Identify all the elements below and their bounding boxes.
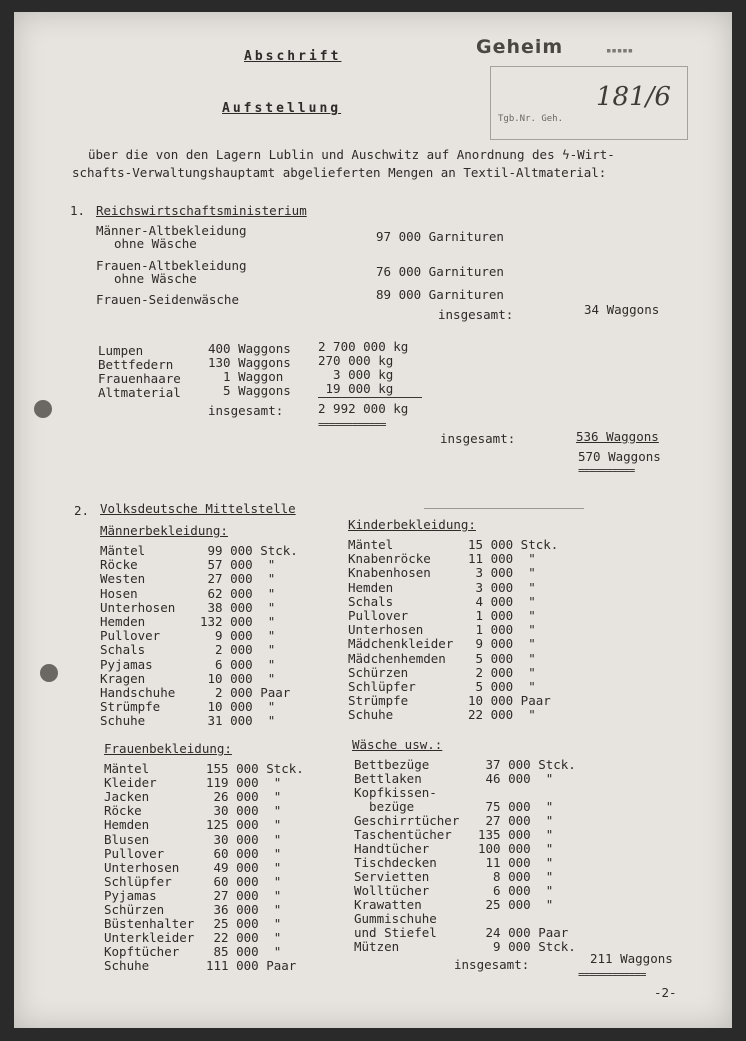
item-value: 97 000 Garnituren xyxy=(376,229,504,244)
item-value: 11 000 " xyxy=(468,551,536,567)
section-1-title: Reichswirtschaftsministerium xyxy=(96,203,307,218)
item-name: Mäntel xyxy=(348,537,394,552)
item-name: Westen xyxy=(100,571,146,587)
item-name: Bettbezüge xyxy=(354,757,430,772)
item-name: Büstenhalter xyxy=(104,916,195,932)
intro-line-1: über die von den Lagern Lublin und Auschwitz auf Anordnung des ϟ-Wirt- xyxy=(88,147,615,162)
item-label: Männer-Altbekleidung xyxy=(96,223,247,238)
item-value: 57 000 " xyxy=(200,557,276,573)
item-name: Tischdecken xyxy=(354,855,437,870)
item-name: Wolltücher xyxy=(354,883,430,898)
item-value: 76 000 Garnituren xyxy=(376,264,504,279)
item-name: Schuhe xyxy=(348,707,394,723)
item-name: Mädchenhemden xyxy=(348,650,446,666)
item-name: Strümpfe xyxy=(348,693,409,709)
stamp-tgb-label: Tgb.Nr. Geh. xyxy=(498,114,564,124)
material-waggons: 130 Waggons xyxy=(208,355,291,370)
item-name: Taschentücher xyxy=(354,827,452,842)
item-value: 15 000 Stck. xyxy=(468,537,559,552)
item-name: Schlüpfer xyxy=(348,679,416,694)
item-name: Kopftücher xyxy=(104,944,180,960)
item-name: Schürzen xyxy=(348,664,409,680)
item-value: 2 000 " xyxy=(200,642,276,658)
item-value: 155 000 Stck. xyxy=(206,761,304,776)
item-value: 111 000 Paar xyxy=(206,958,297,974)
item-value: 10 000 Paar xyxy=(468,693,551,709)
item-value: 60 000 " xyxy=(206,873,282,889)
double-rule: ============ xyxy=(578,968,646,981)
item-name: Schals xyxy=(100,642,146,658)
document-subheading: Aufstellung xyxy=(222,101,342,116)
item-name: Hosen xyxy=(100,585,138,601)
men-heading: Männerbekleidung: xyxy=(100,523,228,538)
material-kg: 19 000 kg xyxy=(318,381,394,396)
intro-line-2: schafts-Verwaltungshauptamt abgelieferten Mengen an Textil-Altmaterial: xyxy=(72,165,607,180)
item-value: 26 000 " xyxy=(206,789,282,805)
item-name: Geschirrtücher xyxy=(354,813,460,828)
item-name: Knabenröcke xyxy=(348,551,431,567)
section-2-number: 2. xyxy=(74,503,90,518)
item-value: 135 000 " xyxy=(478,827,554,842)
item-name: Kleider xyxy=(104,775,157,791)
item-name: Schals xyxy=(348,593,394,609)
item-label: ohne Wäsche xyxy=(114,236,197,251)
item-value: 2 000 Paar xyxy=(200,685,291,700)
item-name: Unterhosen xyxy=(104,859,180,875)
punch-hole xyxy=(34,400,52,418)
item-value: 6 000 " xyxy=(200,656,276,672)
item-name: bezüge xyxy=(354,799,415,814)
item-name: Jacken xyxy=(104,789,150,805)
item-name: Hemden xyxy=(104,817,150,833)
item-name: Handschuhe xyxy=(100,685,176,700)
item-value: 1 000 " xyxy=(468,622,536,638)
sum-rule xyxy=(318,397,422,398)
material-waggons: 1 Waggon xyxy=(208,369,284,384)
punch-hole xyxy=(40,664,58,682)
item-value: 27 000 " xyxy=(478,813,554,828)
item-name: Servietten xyxy=(354,869,430,884)
item-value: 27 000 " xyxy=(200,571,276,587)
item-value: 24 000 Paar xyxy=(478,925,569,940)
item-name: Schürzen xyxy=(104,902,165,917)
item-value: 119 000 " xyxy=(206,775,282,791)
item-value: 99 000 Stck. xyxy=(200,543,298,558)
item-value: 2 000 " xyxy=(468,664,536,680)
women-heading: Frauenbekleidung: xyxy=(104,741,232,756)
item-name: Pyjamas xyxy=(100,656,153,672)
item-label: Frauen-Altbekleidung xyxy=(96,258,247,273)
item-value: 31 000 " xyxy=(200,713,276,729)
stamp-handwritten-number: 181/6 xyxy=(596,82,671,112)
item-value: 4 000 " xyxy=(468,593,536,609)
item-name: Handtücher xyxy=(354,841,430,856)
faint-rule xyxy=(424,508,584,509)
stamp-geheim: Geheim xyxy=(476,36,564,58)
children-heading: Kinderbekleidung: xyxy=(348,517,476,532)
item-name: Unterhosen xyxy=(348,622,424,638)
item-value: 132 000 " xyxy=(200,614,276,629)
item-value: 62 000 " xyxy=(200,585,276,601)
item-name: Strümpfe xyxy=(100,699,161,715)
material-row: Frauenhaare xyxy=(98,371,181,386)
item-value: 3 000 " xyxy=(468,565,536,581)
item-value: 27 000 " xyxy=(206,887,282,903)
page-number: -2- xyxy=(654,985,677,1000)
item-value: 60 000 " xyxy=(206,845,282,861)
kg-total-label: insgesamt: xyxy=(208,403,284,418)
item-value: 5 000 " xyxy=(468,650,536,666)
item-label: Frauen-Seidenwäsche xyxy=(96,292,239,307)
item-value: 36 000 " xyxy=(206,902,282,917)
item-name: Kopfkissen- xyxy=(354,785,437,800)
item-value: 6 000 " xyxy=(478,883,554,898)
item-name: Schuhe xyxy=(100,713,146,729)
item-name: Bettlaken xyxy=(354,771,422,786)
item-value: 75 000 " xyxy=(478,799,554,814)
material-row: Lumpen xyxy=(98,343,144,358)
double-rule: ============ xyxy=(318,418,386,431)
item-value: 125 000 " xyxy=(206,817,282,833)
item-name: und Stiefel xyxy=(354,925,437,940)
overall-total-value: 570 Waggons xyxy=(578,449,661,464)
item-name: Röcke xyxy=(104,803,142,819)
material-waggons: 400 Waggons xyxy=(208,341,291,356)
item-name: Pullover xyxy=(100,628,161,644)
item-value: 22 000 " xyxy=(468,707,536,723)
item-value: 22 000 " xyxy=(206,930,282,946)
kg-total-value: 2 992 000 kg xyxy=(318,401,409,416)
item-name: Mäntel xyxy=(104,761,150,776)
item-name: Krawatten xyxy=(354,897,422,912)
document-page xyxy=(14,12,732,1028)
material-waggons: 5 Waggons xyxy=(208,383,291,398)
stamp-top-text: ▪▪▪▪▪ xyxy=(606,46,634,56)
item-value: 11 000 " xyxy=(478,855,554,870)
section-2-total-value: 211 Waggons xyxy=(590,951,673,966)
item-name: Pullover xyxy=(348,608,409,623)
item-name: Pullover xyxy=(104,845,165,861)
item-value: 9 000 Stck. xyxy=(478,939,576,954)
item-value: 10 000 " xyxy=(200,670,276,686)
item-value: 46 000 " xyxy=(478,771,554,786)
item-value: 25 000 " xyxy=(478,897,554,912)
item-value: 49 000 " xyxy=(206,859,282,875)
item-name: Röcke xyxy=(100,557,138,573)
item-value: 30 000 " xyxy=(206,831,282,847)
item-name: Unterhosen xyxy=(100,599,176,615)
item-value: 85 000 " xyxy=(206,944,282,960)
item-name: Gummischuhe xyxy=(354,911,437,926)
section-2-title: Volksdeutsche Mittelstelle xyxy=(100,501,296,516)
material-kg: 3 000 kg xyxy=(318,367,394,382)
item-value: 38 000 " xyxy=(200,599,276,615)
material-kg: 2 700 000 kg xyxy=(318,339,409,354)
material-kg: 270 000 kg xyxy=(318,353,394,368)
item-value: 89 000 Garnituren xyxy=(376,287,504,302)
section-1-total-label: insgesamt: xyxy=(440,431,516,446)
item-value: 3 000 " xyxy=(468,579,536,595)
item-name: Pyjamas xyxy=(104,887,157,903)
item-name: Mützen xyxy=(354,939,400,954)
item-value: 37 000 Stck. xyxy=(478,757,576,772)
item-value: 25 000 " xyxy=(206,916,282,932)
item-name: Hemden xyxy=(100,614,146,629)
item-name: Mädchenkleider xyxy=(348,636,454,652)
item-name: Knabenhosen xyxy=(348,565,431,581)
item-name: Schuhe xyxy=(104,958,150,974)
item-value: 5 000 " xyxy=(468,679,536,694)
double-rule: ========== xyxy=(578,464,635,477)
item-value: 10 000 " xyxy=(200,699,276,715)
item-name: Schlüpfer xyxy=(104,873,172,889)
item-value: 9 000 " xyxy=(468,636,536,652)
section-1-total-value: 536 Waggons xyxy=(576,429,659,444)
item-name: Kragen xyxy=(100,670,146,686)
subtotal-label: insgesamt: xyxy=(438,307,514,322)
section-1-number: 1. xyxy=(70,203,86,218)
item-value: 30 000 " xyxy=(206,803,282,819)
laundry-heading: Wäsche usw.: xyxy=(352,737,443,752)
item-label: ohne Wäsche xyxy=(114,271,197,286)
material-row: Altmaterial xyxy=(98,385,181,400)
item-value: 100 000 " xyxy=(478,841,554,856)
stamp xyxy=(476,36,688,140)
item-value: 1 000 " xyxy=(468,608,536,623)
item-name: Unterkleider xyxy=(104,930,195,946)
item-name: Mäntel xyxy=(100,543,146,558)
item-name: Hemden xyxy=(348,579,394,595)
material-row: Bettfedern xyxy=(98,357,174,372)
item-value: 8 000 " xyxy=(478,869,554,884)
item-name: Blusen xyxy=(104,831,150,847)
section-2-total-label: insgesamt: xyxy=(454,957,530,972)
document-heading: Abschrift xyxy=(244,49,342,64)
subtotal-value: 34 Waggons xyxy=(584,302,660,317)
item-value: 9 000 " xyxy=(200,628,276,644)
